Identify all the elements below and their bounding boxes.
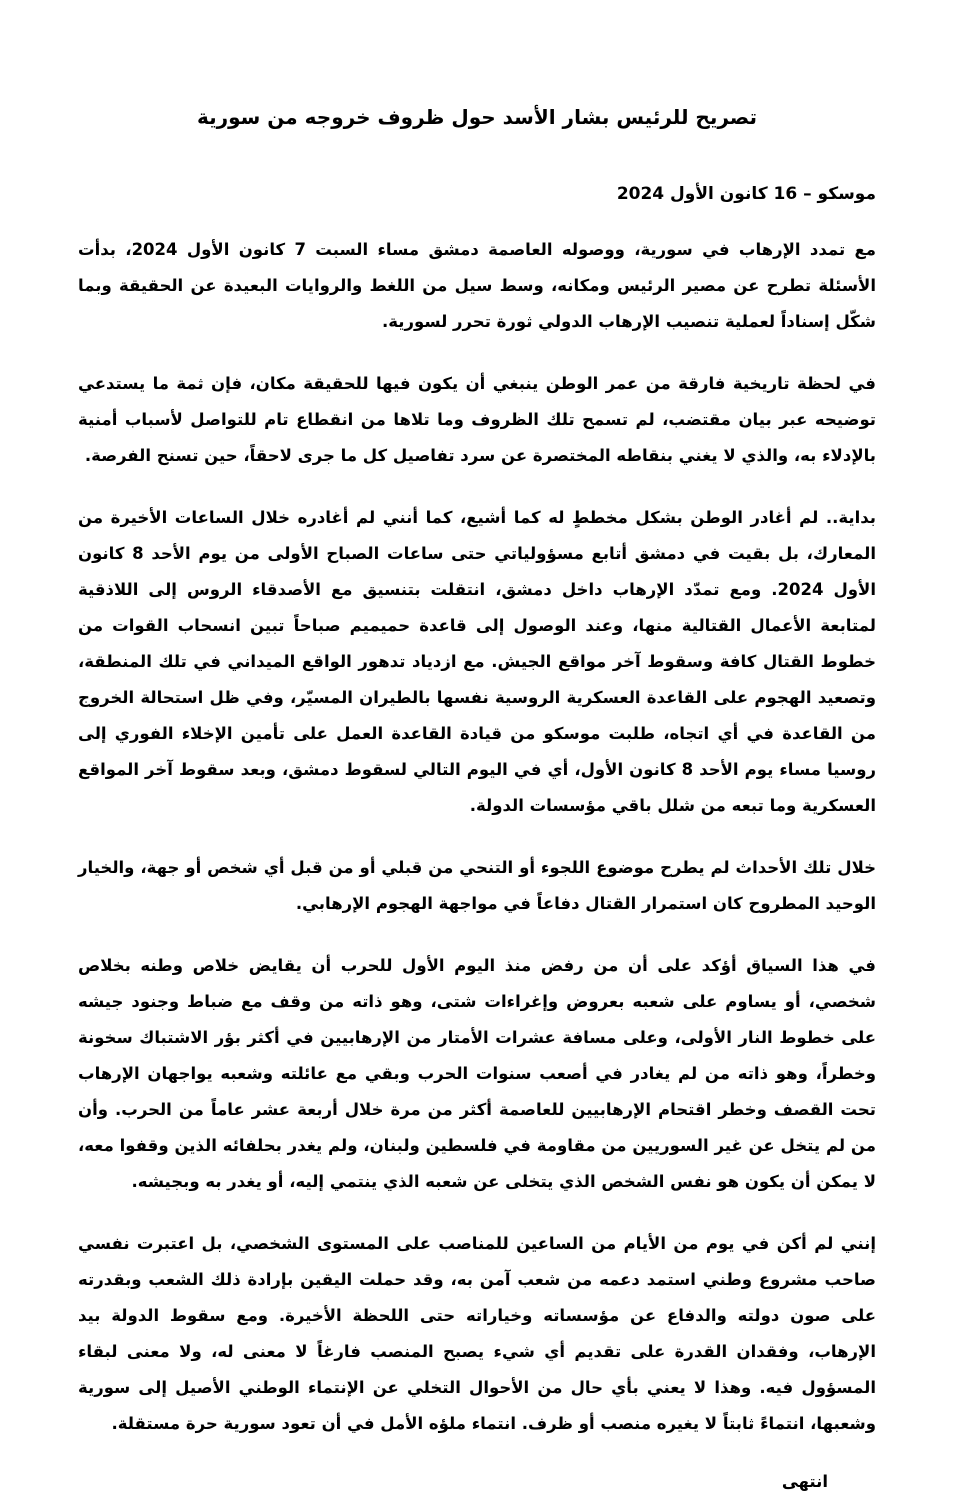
paragraph-personal-record: في هذا السياق أؤكد على أن من رفض منذ اليوم الأول للحرب أن يقايض خلاص وطنه بخلاص شخصي، أو يساوم على شعبه بعروض وإغراءات شتى، وهو ذاته من وقف مع ضباط وجنود جيشه على خطوط النار الأولى، وعلى مسافة عشرات الأمتار من الإرهابيين في أكثر بؤر الاشتباك سخونة وخطراً، وهو ذاته من لم يغادر في أصعب سنوات الحرب وبقي مع عائلته وشعبه يواجهان الإرهاب تحت القصف وخطر اقتحام الإرهابيين للعاصمة أكثر من مرة خلال أربعة عشر عاماً من الحرب. وأن من لم يتخل عن غير السوريين من مقاومة في فلسطين ولبنان، ولم يغدر بحلفائه الذين وقفوا معه، لا يمكن أن يكون هو نفس الشخص الذي يتخلى عن شعبه الذي ينتمي إليه، أو يغدر به وبجيشه. xyxy=(78,956,876,1191)
dateline: موسكو – 16 كانون الأول 2024 xyxy=(616,184,876,204)
paragraph-belonging: إنني لم أكن في يوم من الأيام من الساعين للمناصب على المستوى الشخصي، بل اعتبرت نفسي صاحب مشروع وطني استمد دعمه من شعب آمن به، وقد حملت اليقين بإرادة ذلك الشعب وبقدرته على صون دولته والدفاع عن مؤسساته وخياراته حتى اللحظة الأخيرة. ومع سقوط الدولة بيد الإرهاب، وفقدان القدرة على تقديم أي شيء يصبح المنصب فارغاً لا معنى له، ولا معنى لبقاء المسؤول فيه. وهذا لا يعني بأي حال من الأحوال التخلي عن الإنتماء الوطني الأصيل إلى سورية وشعبها، انتماءً ثابتاً لا يغيره منصب أو ظرف. انتماء ملؤه الأمل في أن تعود سورية حرة مستقلة. xyxy=(78,1234,876,1433)
paragraph-no-resignation: خلال تلك الأحداث لم يطرح موضوع اللجوء أو التنحي من قبلي أو من قبل أي شخص أو جهة، والخيار الوحيد المطروح كان استمرار القتال دفاعاً في مواجهة الهجوم الإرهابي. xyxy=(78,858,876,913)
closing-word: انتهى xyxy=(781,1472,828,1491)
paragraph-departure-account: بداية.. لم أغادر الوطن بشكل مخططٍ له كما أشيع، كما أنني لم أغادره خلال الساعات الأخيرة من المعارك، بل بقيت في دمشق أتابع مسؤولياتي حتى ساعات الصباح الأولى من يوم الأحد 8 كانون الأول 2024. ومع تمدّد الإرهاب داخل دمشق، انتقلت بتنسيق مع الأصدقاء الروس إلى اللاذقية لمتابعة الأعمال القتالية منها، وعند الوصول إلى قاعدة حميميم صباحاً تبين انسحاب القوات من خطوط القتال كافة وسقوط آخر مواقع الجيش. مع ازدياد تدهور الواقع الميداني في تلك المنطقة، وتصعيد الهجوم على القاعدة العسكرية الروسية نفسها بالطيران المسيّر، وفي ظل استحالة الخروج من القاعدة في أي اتجاه، طلبت موسكو من قيادة القاعدة العمل على تأمين الإخلاء الفوري إلى روسيا مساء يوم الأحد 8 كانون الأول، أي في اليوم التالي لسقوط دمشق، وبعد سقوط آخر المواقع العسكرية وما تبعه من شلل باقي مؤسسات الدولة. xyxy=(78,508,876,815)
paragraph-context: في لحظة تاريخية فارقة من عمر الوطن ينبغي أن يكون فيها للحقيقة مكان، فإن ثمة ما يستدعي توضيحه عبر بيان مقتضب، لم تسمح تلك الظروف وما تلاها من انقطاع تام للتواصل لأسباب أمنية بالإدلاء به، والذي لا يغني بنقاطه المختصرة عن سرد تفاصيل كل ما جرى لاحقاً، حين تسنح الفرصة. xyxy=(78,374,876,465)
paragraph-intro: مع تمدد الإرهاب في سورية، ووصوله العاصمة دمشق مساء السبت 7 كانون الأول 2024، بدأت الأسئلة تطرح عن مصير الرئيس ومكانه، وسط سيل من اللغط والروايات البعيدة عن الحقيقة وبما شكّل إسناداً لعملية تنصيب الإرهاب الدولي ثورة تحرر لسورية. xyxy=(78,240,876,331)
document-title: تصريح للرئيس بشار الأسد حول ظروف خروجه من سورية xyxy=(196,105,758,129)
